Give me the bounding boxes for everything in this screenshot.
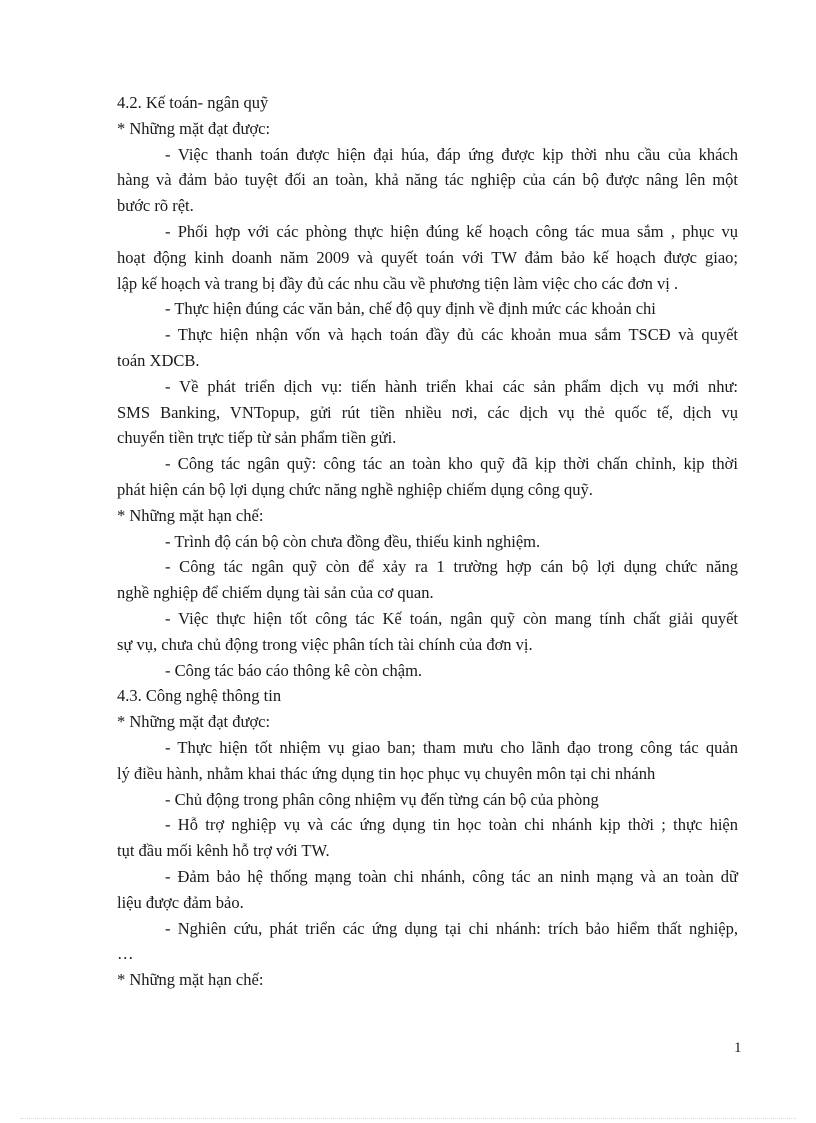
text-line: - Chủ động trong phân công nhiệm vụ đến từng cán bộ của phòng <box>165 789 599 809</box>
text-line: sự vụ, chưa chủ động trong việc phân tích tài chính của đơn vị. <box>117 634 533 654</box>
text-line: - Nghiên cứu, phát triển các ứng dụng tại chi nhánh: trích bảo hiểm thất nghiệp, <box>165 918 738 938</box>
text-line: - Việc thanh toán được hiện đại húa, đáp ứng được kịp thời nhu cầu của khách <box>165 144 738 164</box>
text-line: nghề nghiệp để chiếm dụng tài sản của cơ quan. <box>117 583 434 603</box>
text-line: SMS Banking, VNTopup, gửi rút tiền nhiều nơi, các dịch vụ thẻ quốc tế, dịch vụ <box>117 402 738 422</box>
text-line: - Công tác báo cáo thông kê còn chậm. <box>165 660 423 680</box>
text-line: - Công tác ngân quỹ: công tác an toàn kho quỹ đã kịp thời chấn chỉnh, kịp thời <box>165 454 738 474</box>
subsection-heading: * Những mặt hạn chế: <box>117 970 264 990</box>
text-line: liệu được đảm bảo. <box>117 892 244 912</box>
text-line: … <box>117 944 134 964</box>
section-heading: 4.2. Kế toán- ngân quỹ <box>117 93 269 112</box>
text-line: - Phối hợp với các phòng thực hiện đúng kế hoạch công tác mua sắm , phục vụ <box>165 221 738 241</box>
text-line: - Công tác ngân quỹ còn để xảy ra 1 trường hợp cán bộ lợi dụng chức năng <box>165 557 738 577</box>
section-heading: 4.3. Công nghệ thông tin <box>117 686 282 706</box>
page-bottom-divider <box>20 1118 796 1119</box>
text-line: - Thực hiện nhận vốn và hạch toán đầy đủ các khoản mua sắm TSCĐ và quyết <box>165 325 738 345</box>
text-line: hàng và đảm bảo tuyệt đối an toàn, khả năng tác nghiệp của cán bộ được nâng lên một <box>117 170 738 190</box>
text-line: - Thực hiện tốt nhiệm vụ giao ban; tham mưu cho lãnh đạo trong công tác quản <box>165 737 738 757</box>
page-number: 1 <box>734 1040 742 1056</box>
subsection-heading: * Những mặt hạn chế: <box>117 505 264 525</box>
text-line: tụt đầu mối kênh hỗ trợ với TW. <box>117 841 330 861</box>
text-line: - Thực hiện đúng các văn bản, chế độ quy định về định mức các khoản chi <box>165 299 656 319</box>
subsection-heading: * Những mặt đạt được: <box>117 118 271 138</box>
text-line: - Việc thực hiện tốt công tác Kế toán, ngân quỹ còn mang tính chất giải quyết <box>165 608 738 628</box>
text-line: toán XDCB. <box>117 350 200 370</box>
text-line: bước rõ rệt. <box>117 196 194 216</box>
text-line: - Đảm bảo hệ thống mạng toàn chi nhánh, công tác an ninh mạng và an toàn dữ <box>165 866 738 886</box>
text-line: lập kế hoạch và trang bị đầy đủ các nhu cầu về phương tiện làm việc cho các đơn vị . <box>117 273 679 293</box>
text-line: phát hiện cán bộ lợi dụng chức năng nghề nghiệp chiếm dụng công quỹ. <box>117 479 593 499</box>
subsection-heading: * Những mặt đạt được: <box>117 712 271 732</box>
text-line: hoạt động kinh doanh năm 2009 và quyết toán với TW đảm bảo kế hoạch được giao; <box>117 247 738 267</box>
text-line: - Hỗ trợ nghiệp vụ và các ứng dụng tin học toàn chi nhánh kịp thời ; thực hiện <box>165 815 738 835</box>
text-line: lý điều hành, nhằm khai thác ứng dụng tin học phục vụ chuyên môn tại chi nhánh <box>117 763 656 783</box>
text-line: - Về phát triển dịch vụ: tiến hành triển khai các sản phẩm dịch vụ mới như: <box>165 376 738 396</box>
document-body <box>117 90 738 993</box>
text-line: chuyển tiền trực tiếp từ sản phẩm tiền gửi. <box>117 428 397 448</box>
text-line: - Trình độ cán bộ còn chưa đồng đều, thiếu kinh nghiệm. <box>165 531 541 551</box>
